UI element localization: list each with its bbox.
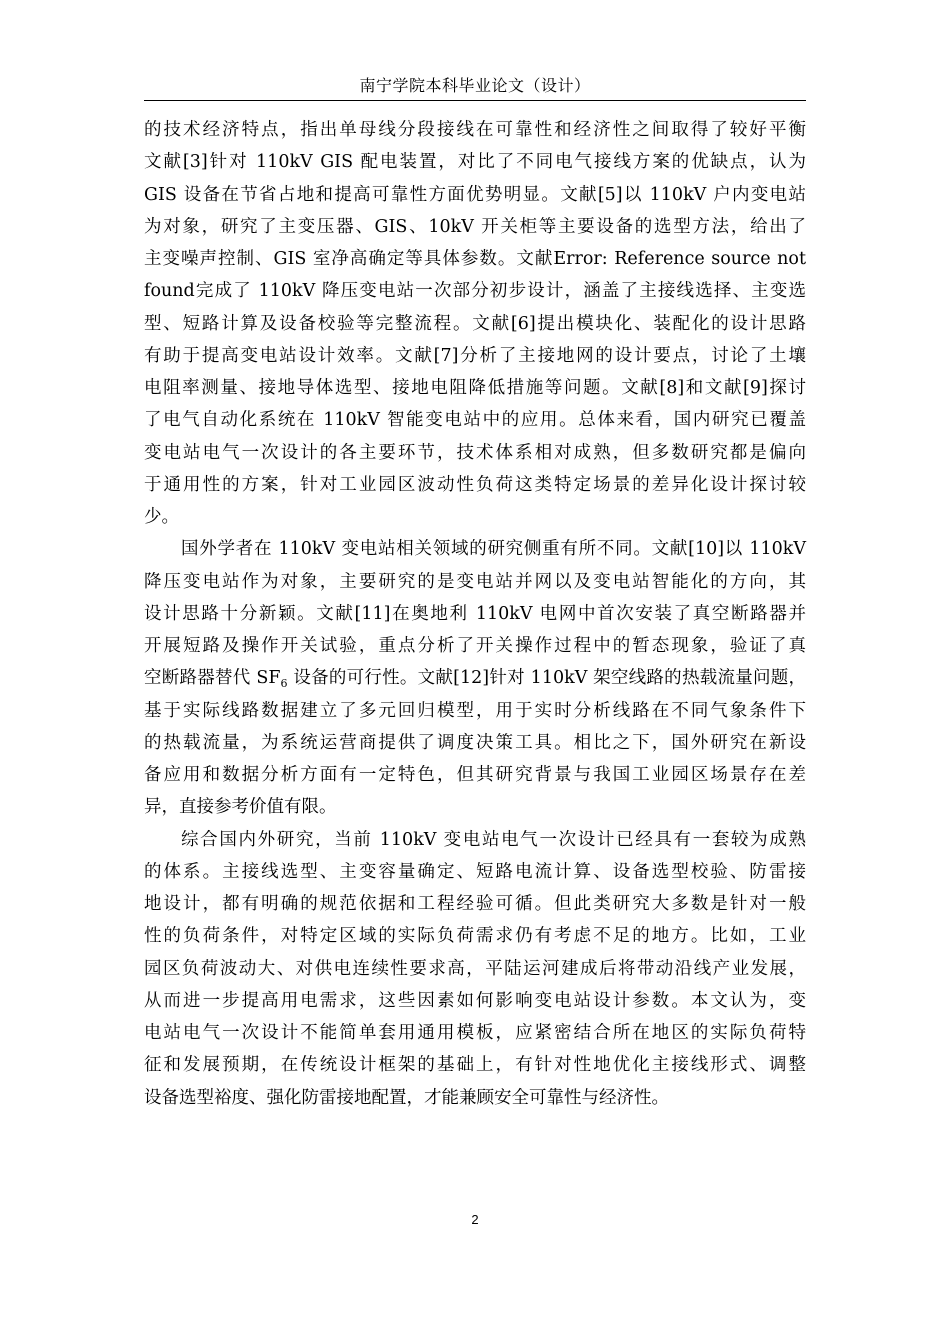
page-number: 2 <box>471 1212 479 1227</box>
body-text <box>144 114 806 1114</box>
text-line: 于通用性的方案，针对工业园区波动性负荷这类特定场景的差异化设计探讨较 <box>144 474 806 495</box>
text-line: 异，直接参考价值有限。 <box>144 797 337 818</box>
header-divider <box>144 100 806 101</box>
text-line: 了电气自动化系统在 110kV 智能变电站中的应用。总体来看，国内研究已覆盖 <box>144 410 806 431</box>
text-line: GIS 设备在节省占地和提高可靠性方面优势明显。文献[5]以 110kV 户内变电站 <box>144 184 806 205</box>
text-line: 的体系。主接线选型、主变容量确定、短路电流计算、设备选型校验、防雷接 <box>144 861 806 882</box>
text-line: 备应用和数据分析方面有一定特色，但其研究背景与我国工业园区场景存在差 <box>144 765 806 785</box>
text-line: 征和发展预期，在传统设计框架的基础上，有针对性地优化主接线形式、调整 <box>144 1055 806 1076</box>
text-line: 的技术经济特点，指出单母线分段接线在可靠性和经济性之间取得了较好平衡 <box>144 120 806 140</box>
text-run: 空断路器替代 SF <box>144 668 281 689</box>
text-line: 有助于提高变电站设计效率。文献[7]分析了主接地网的设计要点，讨论了土壤 <box>144 345 806 366</box>
text-line: found完成了 110kV 降压变电站一次部分初步设计，涵盖了主接线选择、主变选 <box>144 281 806 302</box>
text-run: 设备的可行性。文献[12]针对 110kV 架空线路的热载流量问题， <box>287 668 806 689</box>
text-line: 电站电气一次设计不能简单套用通用模板，应紧密结合所在地区的实际负荷特 <box>144 1023 806 1043</box>
text-line: 为对象，研究了主变压器、GIS、10kV 开关柜等主要设备的选型方法，给出了 <box>144 216 806 237</box>
text-line: 开展短路及操作开关试验，重点分析了开关操作过程中的暂态现象，验证了真 <box>144 636 806 656</box>
page-header: 南宁学院本科毕业论文（设计） <box>359 76 591 95</box>
text-line: 主变噪声控制、GIS 室净高确定等具体参数。文献Error: Reference source not <box>144 249 806 269</box>
text-line: 地设计，都有明确的规范依据和工程经验可循。但此类研究大多数是针对一般 <box>144 894 806 914</box>
text-line: 综合国内外研究，当前 110kV 变电站电气一次设计已经具有一套较为成熟 <box>181 829 806 850</box>
text-line: 设备选型裕度、强化防雷接地配置，才能兼顾安全可靠性与经济性。 <box>144 1087 669 1108</box>
text-line: 从而进一步提高用电需求，这些因素如何影响变电站设计参数。本文认为，变 <box>144 990 806 1011</box>
text-line: 性的负荷条件，对特定区域的实际负荷需求仍有考虑不足的地方。比如，工业 <box>144 926 806 947</box>
text-line: 变电站电气一次设计的各主要环节，技术体系相对成熟，但多数研究都是偏向 <box>144 442 806 463</box>
text-line <box>144 662 806 694</box>
text-line: 设计思路十分新颖。文献[11]在奥地利 110kV 电网中首次安装了真空断路器并 <box>144 603 806 624</box>
text-line: 的热载流量，为系统运营商提供了调度决策工具。相比之下，国外研究在新设 <box>144 732 806 753</box>
text-line: 型、短路计算及设备校验等完整流程。文献[6]提出模块化、装配化的设计思路 <box>144 313 806 334</box>
text-line: 电阻率测量、接地导体选型、接地电阻降低措施等问题。文献[8]和文献[9]探讨 <box>144 378 806 398</box>
text-line: 园区负荷波动大、对供电连续性要求高，平陆运河建成后将带动沿线产业发展， <box>144 958 806 979</box>
text-line: 降压变电站作为对象，主要研究的是变电站并网以及变电站智能化的方向，其 <box>144 571 806 592</box>
text-line: 基于实际线路数据建立了多元回归模型，用于实时分析线路在不同气象条件下 <box>144 700 806 721</box>
text-line: 少。 <box>144 507 179 527</box>
text-line: 国外学者在 110kV 变电站相关领域的研究侧重有所不同。文献[10]以 110kV <box>181 539 806 560</box>
text-line: 文献[3]针对 110kV GIS 配电装置，对比了不同电气接线方案的优缺点，认为 <box>144 152 806 173</box>
subscript: 6 <box>280 677 288 691</box>
